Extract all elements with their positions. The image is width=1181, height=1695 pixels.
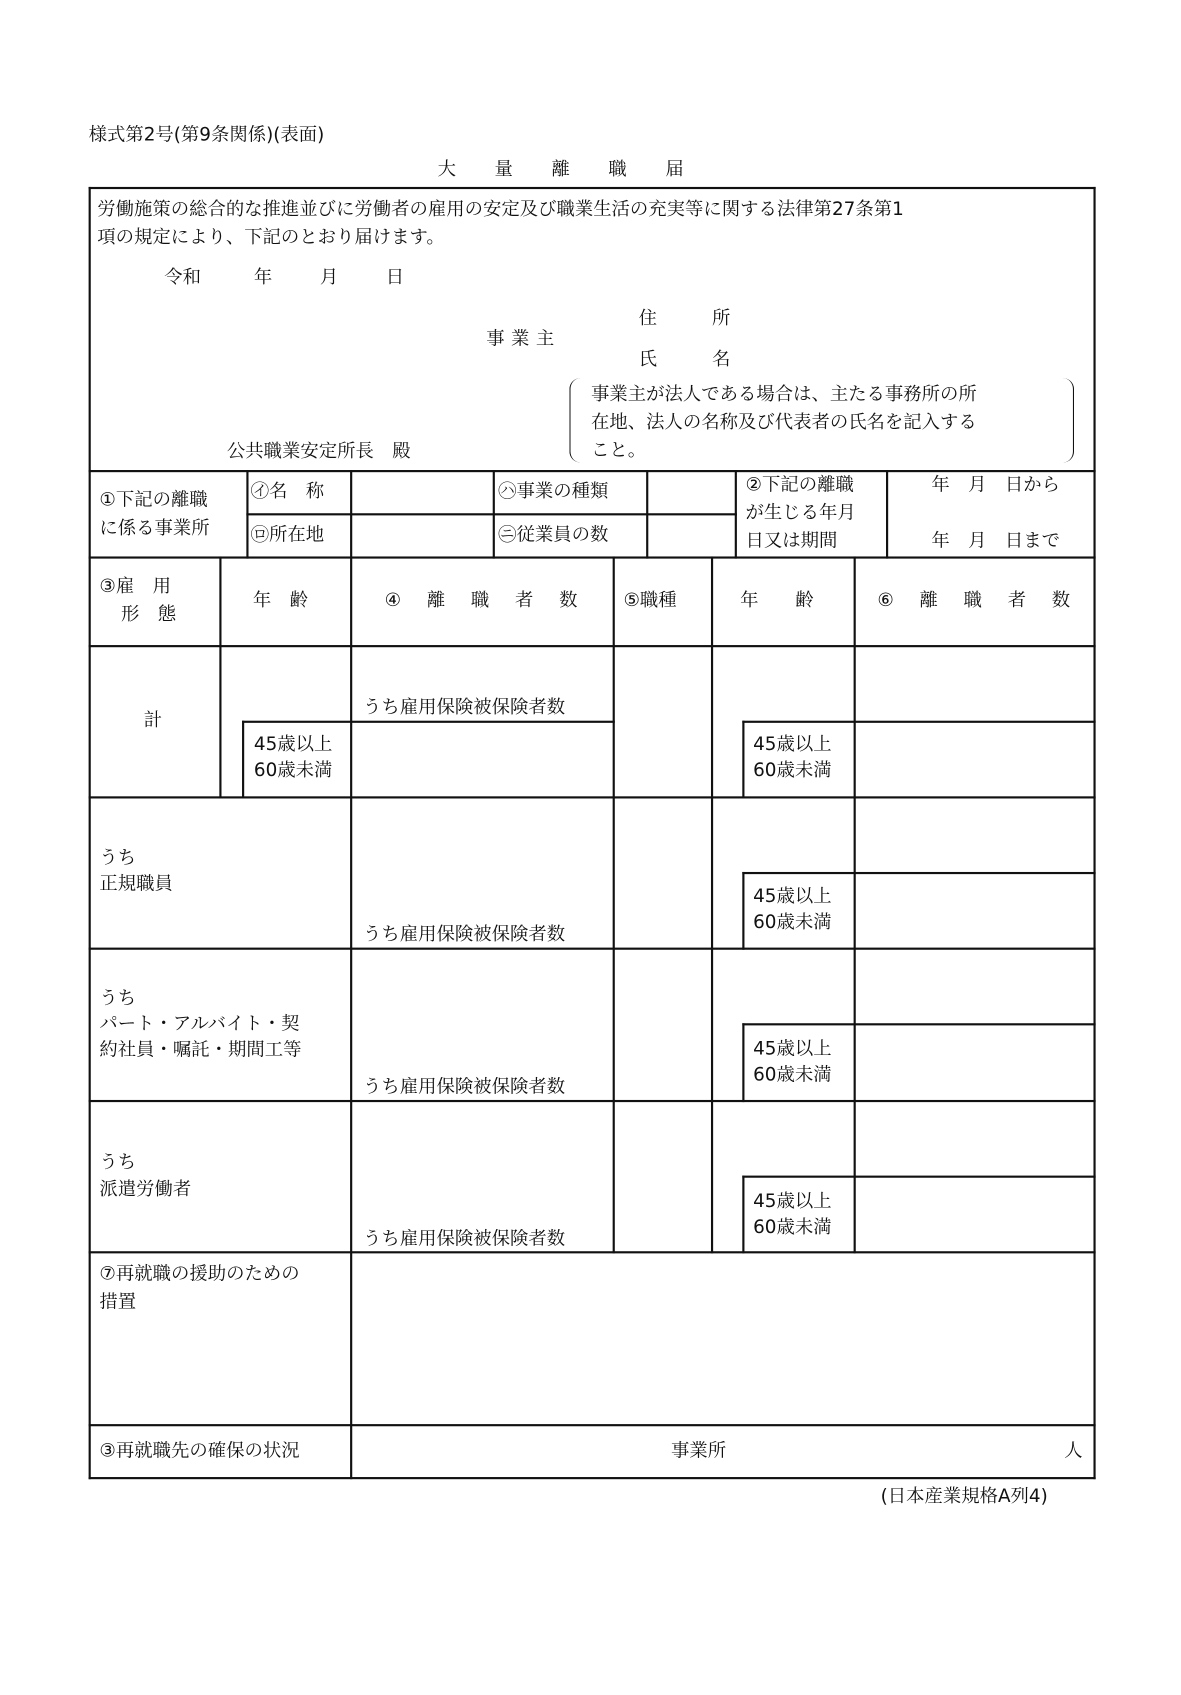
employer-label: 事業主	[486, 328, 561, 351]
business-type-label: ㋩事業の種類	[498, 480, 609, 503]
group-regular-label-1: うち	[99, 847, 137, 869]
group-dispatch-insured: うち雇用保険被保険者数	[363, 1228, 566, 1251]
employer-note-1: 事業主が法人である場合は、主たる事務所の所	[591, 383, 977, 406]
form-number: 様式第2号(第9条関係)(表面)	[88, 124, 325, 146]
group-total-age-band-r2: 60歳未満	[753, 759, 832, 782]
table-rule-horizontal	[242, 721, 614, 723]
header-age: 年 齢	[252, 589, 308, 612]
table-rule-horizontal	[89, 1100, 1095, 1102]
group-dispatch-age-band-1: 45歳以上	[753, 1190, 832, 1213]
table-rule-horizontal	[89, 556, 1095, 558]
establishment-name-label: ㋑名 称	[250, 480, 325, 503]
business-type-field[interactable]	[647, 471, 733, 512]
table-rule-horizontal	[246, 513, 736, 515]
table-rule-vertical	[89, 187, 91, 1479]
group-regular-age-band-2: 60歳未満	[753, 911, 832, 934]
date-day: 日	[385, 266, 405, 289]
group-parttime-label-3: 約社員・嘱託・期間工等	[99, 1039, 302, 1062]
table-rule-vertical	[735, 470, 737, 558]
period-label-3: 日又は期間	[745, 530, 838, 553]
establishment-name-field[interactable]	[351, 471, 491, 512]
group-total-age-band-r1: 45歳以上	[753, 733, 832, 756]
intro-line-2: 項の規定により、下記のとおり届けます。	[97, 226, 445, 249]
table-rule-vertical	[854, 556, 856, 1252]
table-rule-horizontal	[89, 1424, 1095, 1426]
group-parttime-age-band-2: 60歳未満	[753, 1064, 832, 1086]
reemployment-status-label: ③再就職先の確保の状況	[99, 1440, 300, 1462]
group-parttime-label-1: うち	[99, 987, 137, 1010]
establishments-unit: 事業所	[670, 1440, 727, 1462]
addressee: 公共職業安定所長 殿	[226, 440, 411, 463]
group-dispatch-age-band-2: 60歳未満	[753, 1216, 832, 1239]
group-parttime-label-2: パート・アルバイト・契	[99, 1013, 300, 1036]
table-rule-horizontal	[89, 645, 1095, 647]
table-rule-vertical	[350, 470, 352, 558]
table-rule-horizontal	[742, 872, 1095, 874]
table-rule-vertical	[1093, 187, 1095, 1479]
table-rule-horizontal	[742, 1023, 1095, 1025]
period-from[interactable]: 年 月 日から	[931, 474, 1060, 496]
employer-note-3: こと。	[591, 439, 647, 462]
table-rule-horizontal	[89, 1251, 1095, 1253]
table-rule-vertical	[646, 470, 648, 558]
table-rule-vertical	[742, 872, 744, 949]
table-rule-horizontal	[742, 721, 1095, 723]
table-rule-horizontal	[89, 1477, 1095, 1479]
table-rule-horizontal	[89, 948, 1095, 950]
employer-name-field[interactable]: 氏 名	[638, 349, 731, 371]
table-rule-vertical	[742, 1176, 744, 1253]
group-total-label: 計	[143, 709, 163, 732]
establishment-label-1: ①下記の離職	[99, 489, 208, 512]
header-occupation: ⑤職種	[623, 589, 677, 612]
header-separations-2: ⑥ 離 職 者 数	[877, 589, 1074, 612]
date-era: 令和	[164, 266, 201, 289]
table-rule-vertical	[493, 470, 495, 558]
table-rule-vertical	[246, 470, 248, 558]
establishment-label-2: に係る事業所	[99, 517, 210, 540]
table-rule-horizontal	[89, 796, 1095, 798]
table-rule-vertical	[242, 721, 244, 798]
table-rule-horizontal	[742, 1176, 1095, 1178]
employer-note-2: 在地、法人の名称及び代表者の氏名を記入する	[591, 411, 977, 434]
period-label-2: が生じる年月	[745, 502, 856, 525]
group-dispatch-label-2: 派遣労働者	[99, 1178, 192, 1201]
employee-count-field[interactable]	[647, 514, 733, 555]
table-rule-vertical	[886, 470, 888, 558]
reemployment-support-label-1: ⑦再就職の援助のための	[99, 1263, 300, 1285]
group-total-age-band-1: 45歳以上	[253, 733, 333, 756]
header-age-2: 年 齢	[740, 589, 814, 612]
table-rule-horizontal	[89, 187, 1095, 189]
reemployment-support-label-2: 措置	[99, 1291, 137, 1313]
group-regular-insured: うち雇用保険被保険者数	[363, 923, 566, 946]
header-employment-type-1: ③雇 用	[99, 575, 171, 598]
table-rule-vertical	[711, 556, 713, 1252]
header-separations: ④ 離 職 者 数	[384, 589, 582, 612]
group-total-insured: うち雇用保険被保険者数	[363, 696, 566, 719]
period-label-1: ②下記の離職	[745, 474, 854, 496]
table-rule-vertical	[742, 1023, 744, 1101]
persons-unit: 人	[1064, 1440, 1083, 1462]
group-regular-label-2: 正規職員	[99, 873, 173, 895]
table-rule-vertical	[350, 556, 352, 1478]
form-title: 大 量 離 職 届	[437, 158, 694, 181]
reemployment-support-field[interactable]	[351, 1252, 1092, 1423]
group-parttime-age-band-1: 45歳以上	[753, 1038, 832, 1060]
paper-size-footer: (日本産業規格A列4)	[880, 1485, 1048, 1508]
table-rule-horizontal	[89, 470, 1095, 472]
group-regular-age-band-1: 45歳以上	[753, 886, 832, 908]
period-to[interactable]: 年 月 日まで	[931, 530, 1060, 553]
group-total-age-band-2: 60歳未満	[253, 759, 333, 782]
date-month: 月	[319, 266, 339, 289]
group-dispatch-label-1: うち	[99, 1151, 137, 1174]
table-rule-vertical	[613, 556, 615, 1252]
establishment-location-label: ㋺所在地	[250, 524, 325, 546]
employer-address-field[interactable]: 住 所	[638, 307, 731, 330]
employee-count-label: ㋥従業員の数	[498, 524, 609, 546]
header-employment-type-2: 形 態	[121, 603, 177, 626]
table-rule-vertical	[742, 721, 744, 798]
establishment-location-field[interactable]	[351, 514, 491, 555]
group-parttime-insured: うち雇用保険被保険者数	[363, 1076, 566, 1098]
date-year: 年	[253, 266, 273, 289]
table-rule-vertical	[219, 556, 221, 797]
intro-line-1: 労働施策の総合的な推進並びに労働者の雇用の安定及び職業生活の充実等に関する法律第27条第1	[97, 198, 904, 221]
